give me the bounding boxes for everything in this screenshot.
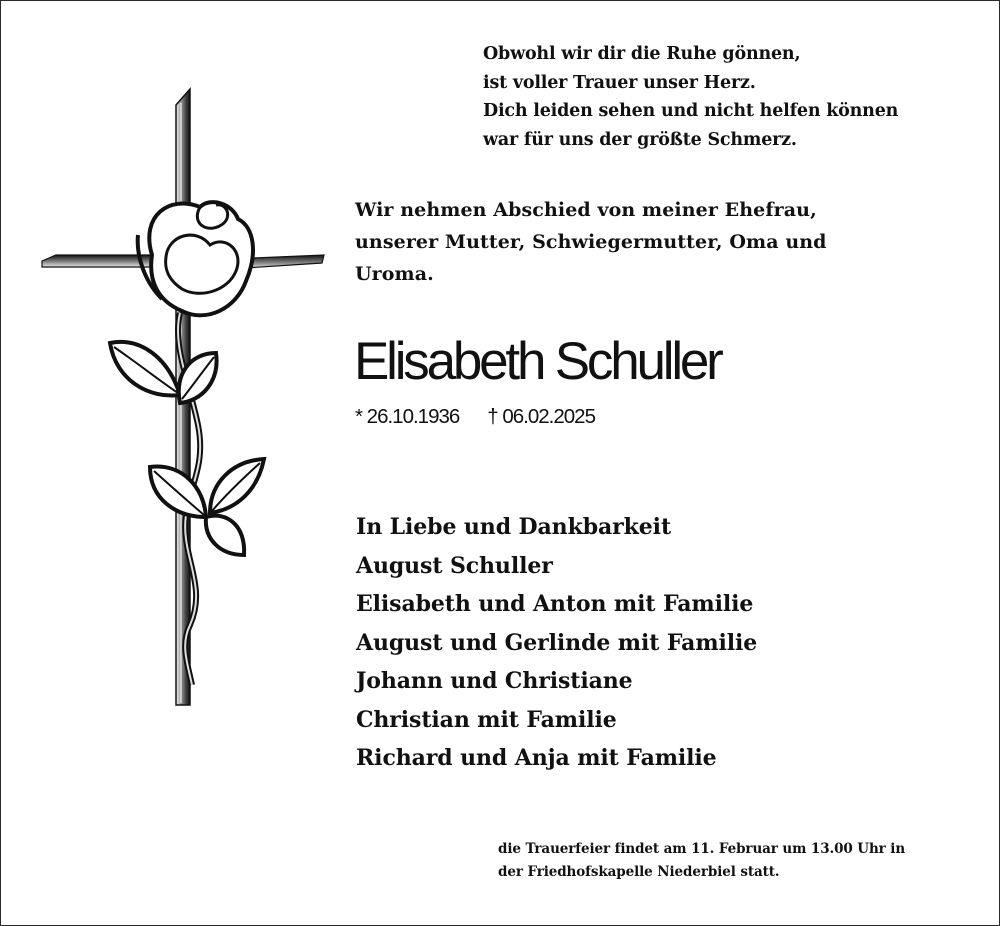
signers-list [356, 508, 757, 778]
poem-line: war für uns der größte Schmerz. [483, 129, 797, 150]
poem [483, 40, 898, 154]
poem-line: ist voller Trauer unser Herz. [483, 72, 756, 93]
notice-line: der Friedhofskapelle Niederbiel statt. [498, 864, 780, 880]
death-date: † 06.02.2025 [487, 405, 595, 428]
farewell-line: Wir nehmen Abschied von meiner Ehefrau, [355, 199, 817, 221]
signer-line: Richard und Anja mit Familie [356, 745, 717, 771]
signer-line: Elisabeth und Anton mit Familie [356, 591, 754, 617]
farewell-line: unserer Mutter, Schwiegermutter, Oma und [355, 231, 827, 253]
signer-line: In Liebe und Dankbarkeit [356, 514, 671, 540]
signer-line: August und Gerlinde mit Familie [356, 629, 758, 656]
rose-bloom-icon [138, 202, 253, 315]
funeral-notice [498, 838, 968, 884]
signer-line: Christian mit Familie [356, 706, 617, 733]
birth-date: * 26.10.1936 [355, 405, 460, 428]
signer-line: August Schuller [356, 552, 553, 579]
notice-line: die Trauerfeier findet am 11. Februar um 13.00 Uhr in [498, 841, 906, 857]
cross-with-rose-icon [40, 85, 330, 715]
farewell-line: Uroma. [355, 263, 434, 285]
poem-line: Obwohl wir dir die Ruhe gönnen, [483, 44, 801, 64]
rose-leaf-icon [150, 459, 264, 555]
life-dates [355, 402, 595, 432]
farewell-text [355, 194, 870, 290]
deceased-name: Elisabeth Schuller [354, 332, 721, 391]
rose-leaf-icon [110, 342, 217, 403]
poem-line: Dich leiden sehen und nicht helfen können [483, 101, 899, 121]
signer-line: Johann und Christiane [356, 668, 633, 694]
